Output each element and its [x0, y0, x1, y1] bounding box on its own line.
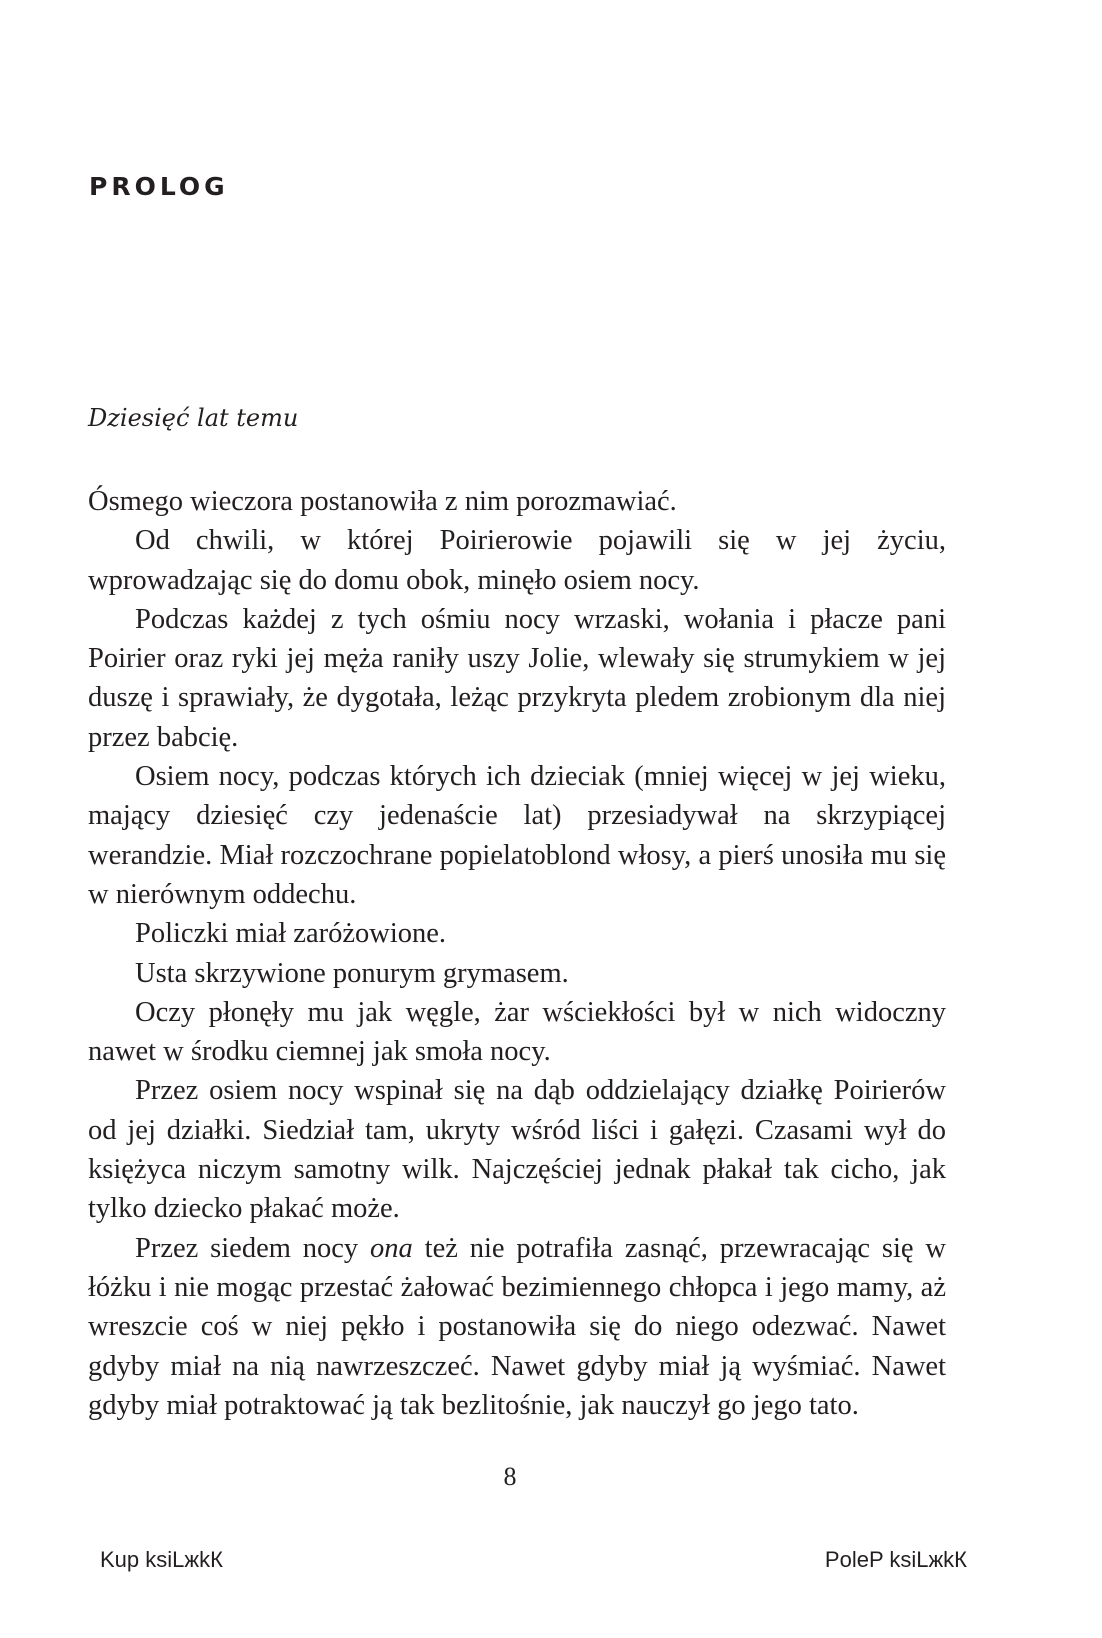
paragraph: Od chwili, w której Poirierowie pojawili się w jej życiu, wprowadzając się do domu obok, minęło osiem nocy. [88, 525, 946, 596]
paragraph: Ósmego wieczora postanowiła z nim porozmawiać. [88, 486, 677, 517]
paragraph: Podczas każdej z tych ośmiu nocy wrzaski, wołania i płacze pani Poirier oraz ryki jej męża raniły uszy Jolie, wlewały się strumykiem w jej duszę i sprawiały, że dygotała, leżąc przykryta pledem zrobionym dla niej przez babcię. [88, 603, 946, 753]
body-text [88, 482, 946, 1425]
paragraph-last [88, 1229, 946, 1425]
epigraph: Dziesięć lat temu [88, 404, 299, 432]
paragraph: Osiem nocy, podczas których ich dzieciak (mniej więcej w jej wieku, mający dziesięć czy jedenaście lat) przesiadywał na skrzypiącej werandzie. Miał rozczochrane popielatoblond włosy, a pierś unosiła mu się w nierównym oddechu. [88, 761, 946, 910]
page-number: 8 [503, 1462, 517, 1491]
paragraph: Policzki miał zaróżowione. [135, 918, 447, 950]
recommend-book-link[interactable]: PoleP ksiLжkК [824, 1547, 967, 1572]
chapter-title: PROLOG [89, 172, 229, 201]
buy-book-link[interactable]: Kup ksiLжkК [100, 1547, 223, 1572]
paragraph: Oczy płonęły mu jak węgle, żar wściekłości był w nich widoczny nawet w środku ciemnej jak smoła nocy. [88, 996, 946, 1068]
paragraph-text: Przez siedem nocy [135, 1232, 371, 1264]
paragraph: Przez osiem nocy wspinał się na dąb oddzielający działkę Poirierów od jej działki. Siedział tam, ukryty wśród liści i gałęzi. Czasami wył do księżyca niczym samotny wilk. Najczęściej jednak płakał tak cicho, jak tylko dziecko płakać może. [88, 1075, 946, 1225]
paragraph: Usta skrzywione ponurym grymasem. [135, 957, 569, 989]
emphasized-word: ona [370, 1232, 413, 1264]
paragraph-text: też nie potrafiła zasnąć, przewracając się w łóżku i nie mogąc przestać żałować bezimiennego chłopca i jego mamy, aż wreszcie coś w niej pękło i postanowiła się do niego odezwać. Nawet gdyby miał na nią nawrzeszczeć. Nawet gdyby miał ją wyśmiać. Nawet gdyby miał potraktować ją tak bezlitośnie, jak nauczył go jego tato. [88, 1232, 947, 1421]
